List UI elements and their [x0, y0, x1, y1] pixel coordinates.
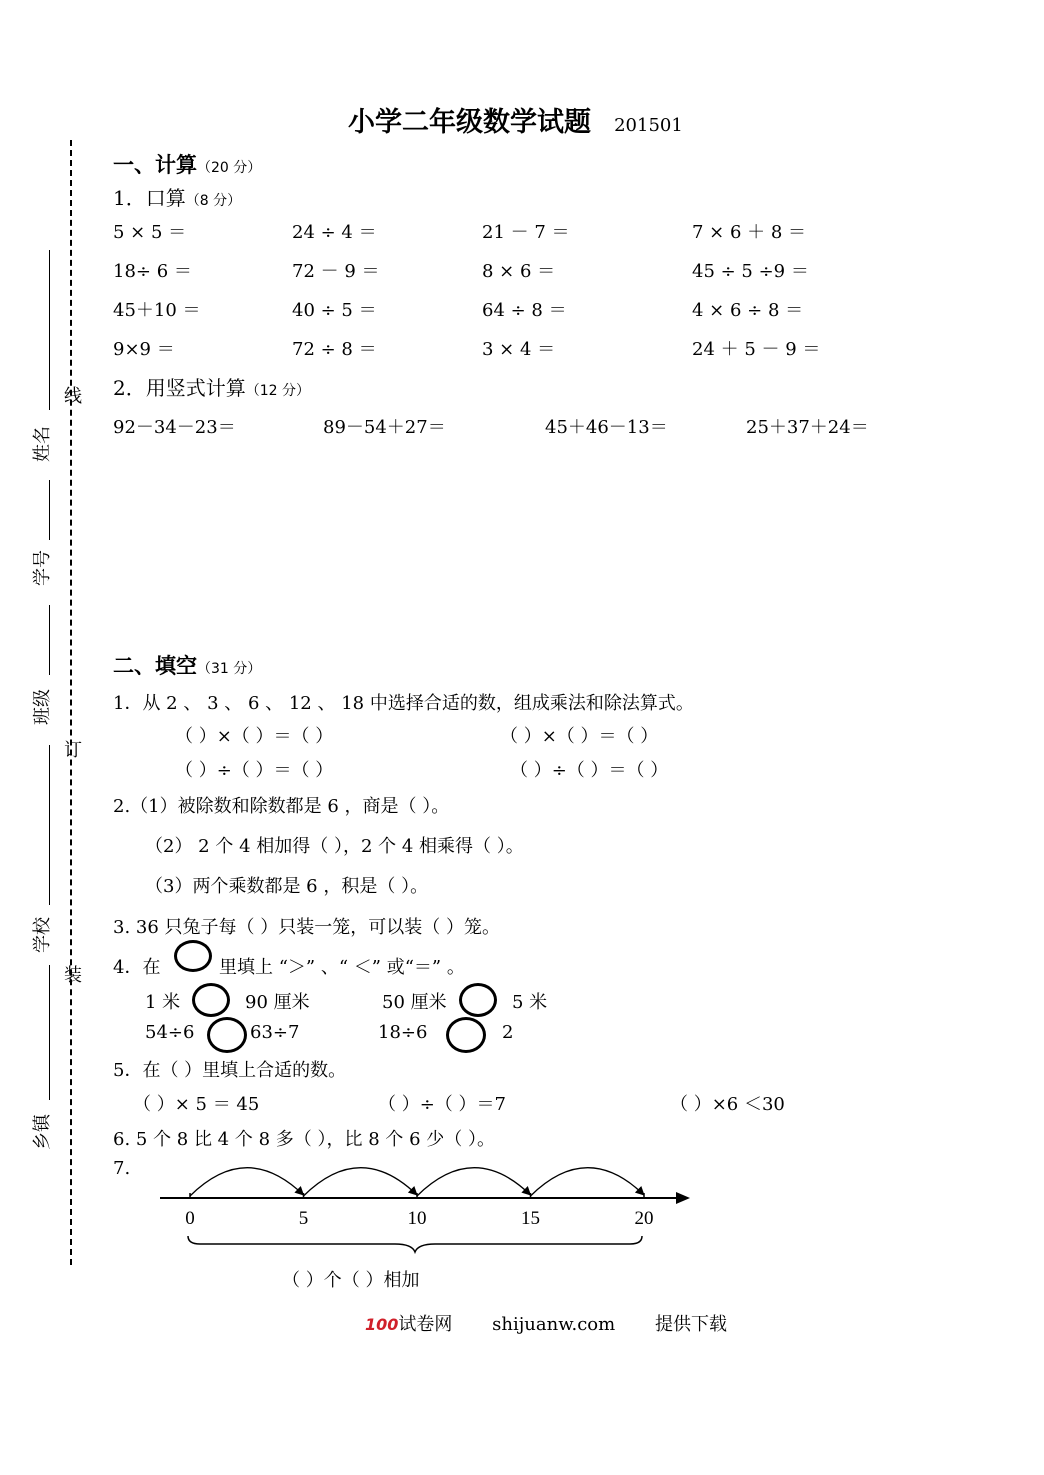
q5-item: （ ）× 5 ＝ 45: [133, 1094, 260, 1115]
page-title-block: [348, 100, 683, 139]
number-line-label: 0: [185, 1208, 195, 1229]
q4-text-a: 4．在: [113, 957, 161, 978]
oral-points: （8 分）: [185, 193, 242, 209]
town-underline: [49, 965, 50, 1100]
footer-logo: 100: [365, 1315, 399, 1334]
q6-text: 6. 5 个 8 比 4 个 8 多（ ），比 8 个 6 少（ ）。: [113, 1129, 495, 1150]
oral-r3-c0: 9×9 ＝: [113, 339, 175, 360]
number-line-label: 15: [521, 1208, 540, 1229]
q2-part1: 2.（1）被除数和除数都是 6 ，商是（ ）。: [113, 796, 450, 817]
class-label: 班级: [32, 689, 53, 725]
q5-item: （ ）÷（ ）＝7: [378, 1094, 506, 1115]
q7-answer: （ ）个（ ）相加: [282, 1270, 420, 1291]
q3-text: 3. 36 只兔子每（ ）只装一笼，可以装（ ）笼。: [113, 917, 500, 938]
oral-r2-c2: 64 ÷ 8 ＝: [482, 300, 567, 321]
oral-r2-c0: 45＋10 ＝: [113, 300, 201, 321]
vertical-problem: 25＋37＋24＝: [746, 417, 869, 438]
footer-site-url: shijuanw.com: [492, 1314, 616, 1335]
oral-heading-block: [113, 182, 241, 211]
compare-blank-circle[interactable]: [446, 1017, 486, 1053]
oral-r1-c0: 18÷ 6 ＝: [113, 261, 192, 282]
number-line-hop: [531, 1168, 645, 1196]
q4-item-right: 90 厘米: [245, 992, 310, 1013]
compare-blank-circle[interactable]: [207, 1017, 247, 1053]
vertical-points: （12 分）: [245, 383, 310, 399]
binding-zhuang-char: 装: [61, 965, 82, 983]
q1-blank-row: （ ）÷（ ）＝（ ）: [510, 760, 669, 781]
footer: [365, 1310, 727, 1336]
oral-r2-c3: 4 × 6 ÷ 8 ＝: [692, 300, 804, 321]
number-line-label: 5: [298, 1208, 309, 1229]
section1-heading-block: [113, 149, 261, 179]
vertical-heading-block: [113, 372, 310, 401]
section2-heading: 二、填空: [113, 654, 197, 678]
q4-item-right: 5 米: [512, 992, 548, 1013]
q4-item-left: 54÷6: [145, 1022, 195, 1043]
q1-blank-row: （ ）×（ ）＝（ ）: [500, 726, 659, 747]
school-underline: [49, 745, 50, 905]
oral-r0-c1: 24 ÷ 4 ＝: [292, 222, 377, 243]
brace-icon: [188, 1236, 642, 1252]
oral-heading: 1．口算: [113, 186, 186, 210]
town-label: 乡镇: [32, 1114, 53, 1150]
number-label: 学号: [32, 550, 53, 586]
oral-r0-c0: 5 × 5 ＝: [113, 222, 187, 243]
title-date: 201501: [614, 115, 683, 136]
q1-blank-row: （ ）÷（ ）＝（ ）: [175, 760, 334, 781]
q4-text-b: 里填上 “＞” 、“ ＜” 或“＝” 。: [219, 957, 465, 978]
section1-heading: 一、计算: [113, 153, 197, 177]
section1-points: （20 分）: [197, 160, 262, 176]
oral-r2-c1: 40 ÷ 5 ＝: [292, 300, 377, 321]
name-label: 姓名: [32, 426, 53, 462]
q5-text: 5．在（ ）里填上合适的数。: [113, 1060, 347, 1081]
binding-ding-char: 订: [61, 740, 82, 758]
oral-r1-c2: 8 × 6 ＝: [482, 261, 556, 282]
class-underline: [49, 605, 50, 675]
number-line-hop: [417, 1168, 531, 1196]
oral-r3-c3: 24 ＋ 5 － 9 ＝: [692, 339, 821, 360]
oral-r1-c1: 72 － 9 ＝: [292, 261, 380, 282]
number-underline: [49, 480, 50, 540]
oral-r3-c1: 72 ÷ 8 ＝: [292, 339, 377, 360]
q1-blank-row: （ ）×（ ）＝（ ）: [175, 726, 334, 747]
number-line-hop: [190, 1168, 304, 1196]
number-line-label: 20: [634, 1208, 654, 1229]
oral-r0-c3: 7 × 6 ＋ 8 ＝: [692, 222, 807, 243]
vertical-heading: 2．用竖式计算: [113, 376, 246, 400]
vertical-problem: 89－54＋27＝: [323, 417, 446, 438]
q7-label: 7.: [113, 1158, 131, 1179]
oral-r3-c2: 3 × 4 ＝: [482, 339, 556, 360]
q2-part3: （3）两个乘数都是 6 ，积是（ ）。: [145, 876, 429, 897]
name-underline: [49, 250, 50, 410]
q1-text: 1．从 2 、 3 、 6 、 12 、 18 中选择合适的数，组成乘法和除法算式。: [113, 693, 694, 714]
number-line-label: 10: [407, 1208, 427, 1229]
section2-points: （31 分）: [197, 661, 262, 677]
oral-r0-c2: 21 － 7 ＝: [482, 222, 570, 243]
q4-item-left: 50 厘米: [382, 992, 447, 1013]
number-line: [150, 1160, 710, 1260]
q4-item-right: 63÷7: [250, 1022, 300, 1043]
oral-r1-c3: 45 ÷ 5 ÷9 ＝: [692, 261, 809, 282]
footer-site-cn: 试卷网: [398, 1314, 453, 1335]
school-label: 学校: [32, 917, 53, 953]
q4-item-left: 1 米: [145, 992, 181, 1013]
q2-part2: （2） 2 个 4 相加得（ ），2 个 4 相乘得（ ）。: [145, 836, 524, 857]
footer-provide: 提供下载: [654, 1314, 727, 1335]
number-line-hop: [304, 1168, 418, 1196]
compare-blank-circle[interactable]: [192, 983, 230, 1017]
compare-blank-circle[interactable]: [459, 983, 497, 1017]
vertical-problem: 92－34－23＝: [113, 417, 236, 438]
number-line-arrow-icon: [676, 1192, 690, 1204]
vertical-problem: 45＋46－13＝: [545, 417, 668, 438]
compare-circle-icon: [174, 940, 212, 972]
q4-item-left: 18÷6: [378, 1022, 428, 1043]
page-title: 小学二年级数学试题: [348, 107, 591, 138]
binding-dashed-line: [70, 140, 72, 1265]
binding-line-char: 线: [61, 386, 82, 404]
section2-heading-block: [113, 650, 261, 680]
q5-item: （ ）×6 ＜30: [670, 1094, 785, 1115]
q4-item-right: 2: [502, 1022, 514, 1043]
